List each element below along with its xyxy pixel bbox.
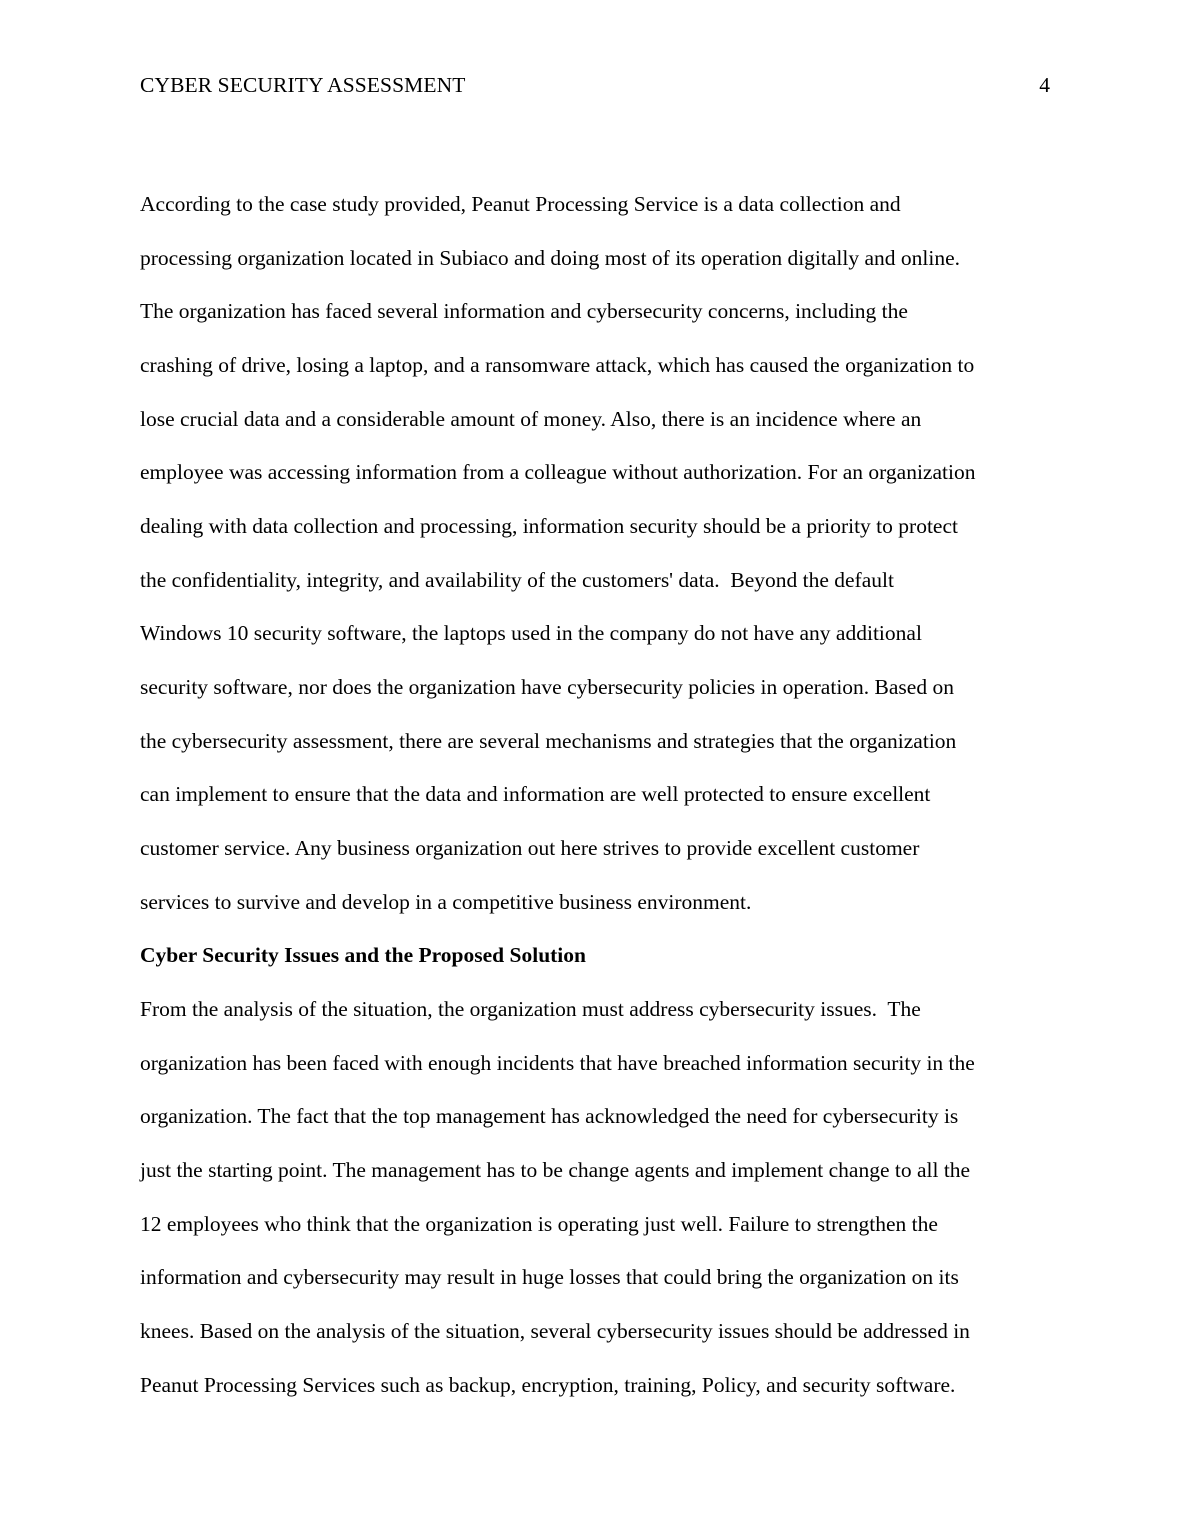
paragraph-line: dealing with data collection and processing, information security should be a priority to protect <box>140 514 958 538</box>
paragraph-line: organization. The fact that the top management has acknowledged the need for cybersecurity is <box>140 1104 959 1128</box>
paragraph-line: lose crucial data and a considerable amount of money. Also, there is an incidence where an <box>140 407 922 431</box>
paragraph-line: the cybersecurity assessment, there are several mechanisms and strategies that the organization <box>140 729 957 753</box>
paragraph-line: Windows 10 security software, the laptops used in the company do not have any additional <box>140 621 922 645</box>
paragraph-line: services to survive and develop in a competitive business environment. <box>140 890 752 914</box>
paragraph-line: From the analysis of the situation, the organization must address cybersecurity issues. The <box>140 997 921 1021</box>
paragraph-line: security software, nor does the organization have cybersecurity policies in operation. Based on <box>140 675 954 699</box>
section-heading: Cyber Security Issues and the Proposed Solution <box>140 943 586 967</box>
running-head: CYBER SECURITY ASSESSMENT <box>140 73 466 97</box>
paragraph-line: employee was accessing information from a colleague without authorization. For an organization <box>140 460 976 484</box>
paragraph-line: can implement to ensure that the data and information are well protected to ensure excellent <box>140 782 931 806</box>
paragraph-line: 12 employees who think that the organization is operating just well. Failure to strengthen the <box>140 1212 938 1236</box>
paragraph-line: crashing of drive, losing a laptop, and a ransomware attack, which has caused the organization to <box>140 353 975 377</box>
paragraph-line: processing organization located in Subiaco and doing most of its operation digitally and online. <box>140 246 961 270</box>
paragraph-line: knees. Based on the analysis of the situation, several cybersecurity issues should be addressed in <box>140 1319 970 1343</box>
paragraph-line: customer service. Any business organization out here strives to provide excellent customer <box>140 836 920 860</box>
page-number: 4 <box>1039 73 1050 97</box>
paragraph-line: According to the case study provided, Peanut Processing Service is a data collection and <box>140 192 901 216</box>
paragraph-line: Peanut Processing Services such as backup, encryption, training, Policy, and security software. <box>140 1373 956 1397</box>
paragraph-line: organization has been faced with enough incidents that have breached information security in the <box>140 1051 975 1075</box>
paragraph-line: the confidentiality, integrity, and availability of the customers' data. Beyond the default <box>140 568 894 592</box>
page-header <box>140 71 1050 99</box>
paragraph-line: just the starting point. The management has to be change agents and implement change to all the <box>140 1158 971 1182</box>
paragraph-line: The organization has faced several information and cybersecurity concerns, including the <box>140 299 908 323</box>
paragraph-line: information and cybersecurity may result in huge losses that could bring the organization on its <box>140 1265 959 1289</box>
